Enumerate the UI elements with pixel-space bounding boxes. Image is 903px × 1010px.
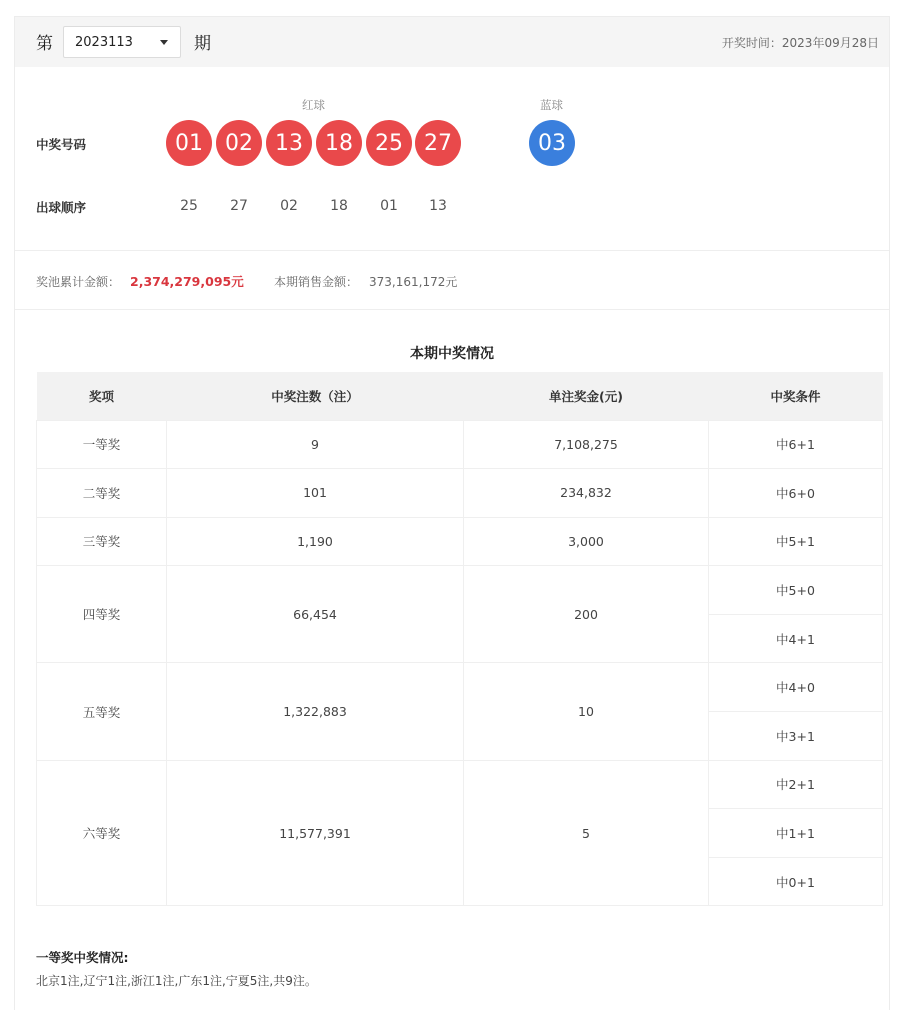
win-condition: 中4+1 (709, 614, 883, 663)
prize-name: 四等奖 (37, 566, 167, 663)
lottery-result-panel (14, 16, 890, 1010)
table-row (37, 517, 883, 566)
caret-down-icon (160, 40, 168, 45)
winner-count: 1,322,883 (167, 663, 464, 760)
draw-date: 开奖时间：2023年09月28日 (721, 36, 879, 50)
prize-amount: 10 (464, 663, 709, 760)
prize-table (36, 372, 883, 906)
divider (15, 250, 889, 251)
draw-order-label: 出球顺序 (36, 200, 87, 215)
column-header: 中奖条件 (709, 372, 883, 420)
pool-value: 2,374,279,095元 (130, 274, 244, 289)
table-row (37, 566, 883, 615)
prize-table-title: 本期中奖情况 (410, 346, 494, 362)
prize-amount: 200 (464, 566, 709, 663)
table-header-row (37, 372, 883, 420)
prize-name: 三等奖 (37, 517, 167, 566)
winner-count: 101 (167, 469, 464, 518)
table-row (37, 420, 883, 469)
draw-order-number: 27 (230, 198, 248, 214)
win-condition: 中4+0 (709, 663, 883, 712)
winner-count: 11,577,391 (167, 760, 464, 906)
red-ball: 27 (415, 120, 461, 166)
winner-count: 1,190 (167, 517, 464, 566)
table-row (37, 663, 883, 712)
win-condition: 中0+1 (709, 857, 883, 906)
red-ball-label: 红球 (302, 98, 325, 112)
blue-ball: 03 (529, 120, 575, 166)
red-ball: 25 (366, 120, 412, 166)
issue-suffix: 期 (194, 34, 211, 54)
winner-count: 9 (167, 420, 464, 469)
table-row (37, 469, 883, 518)
issue-prefix: 第 (36, 34, 53, 54)
win-condition: 中5+1 (709, 517, 883, 566)
table-row (37, 760, 883, 809)
sales-label: 本期销售金额： (274, 275, 359, 289)
pool-label: 奖池累计金额： (36, 275, 121, 289)
draw-order-number: 02 (280, 198, 298, 214)
prize-name: 五等奖 (37, 663, 167, 760)
issue-number: 2023113 (75, 35, 133, 50)
prize-amount: 3,000 (464, 517, 709, 566)
sales-value: 373,161,172元 (369, 275, 458, 289)
red-ball: 13 (266, 120, 312, 166)
column-header: 单注奖金(元) (464, 372, 709, 420)
win-condition: 中1+1 (709, 809, 883, 858)
draw-order-number: 18 (330, 198, 348, 214)
prize-amount: 234,832 (464, 469, 709, 518)
prize-name: 六等奖 (37, 760, 167, 906)
divider (15, 309, 889, 310)
prize-amount: 5 (464, 760, 709, 906)
red-ball: 01 (166, 120, 212, 166)
win-condition: 中6+0 (709, 469, 883, 518)
column-header: 中奖注数（注） (167, 372, 464, 420)
prize-amount: 7,108,275 (464, 420, 709, 469)
red-ball: 02 (216, 120, 262, 166)
issue-header (15, 17, 889, 67)
win-condition: 中5+0 (709, 566, 883, 615)
red-ball: 18 (316, 120, 362, 166)
draw-order-number: 01 (380, 198, 398, 214)
prize-name: 一等奖 (37, 420, 167, 469)
issue-select[interactable] (63, 26, 181, 58)
winner-count: 66,454 (167, 566, 464, 663)
first-prize-title: 一等奖中奖情况: (36, 950, 129, 965)
draw-order-number: 13 (429, 198, 447, 214)
win-condition: 中6+1 (709, 420, 883, 469)
prize-name: 二等奖 (37, 469, 167, 518)
win-condition: 中3+1 (709, 712, 883, 761)
draw-order-number: 25 (180, 198, 198, 214)
winning-numbers-label: 中奖号码 (36, 137, 87, 152)
column-header: 奖项 (37, 372, 167, 420)
win-condition: 中2+1 (709, 760, 883, 809)
first-prize-details: 北京1注,辽宁1注,浙江1注,广东1注,宁夏5注,共9注。 (36, 974, 317, 988)
blue-ball-label: 蓝球 (540, 98, 563, 112)
